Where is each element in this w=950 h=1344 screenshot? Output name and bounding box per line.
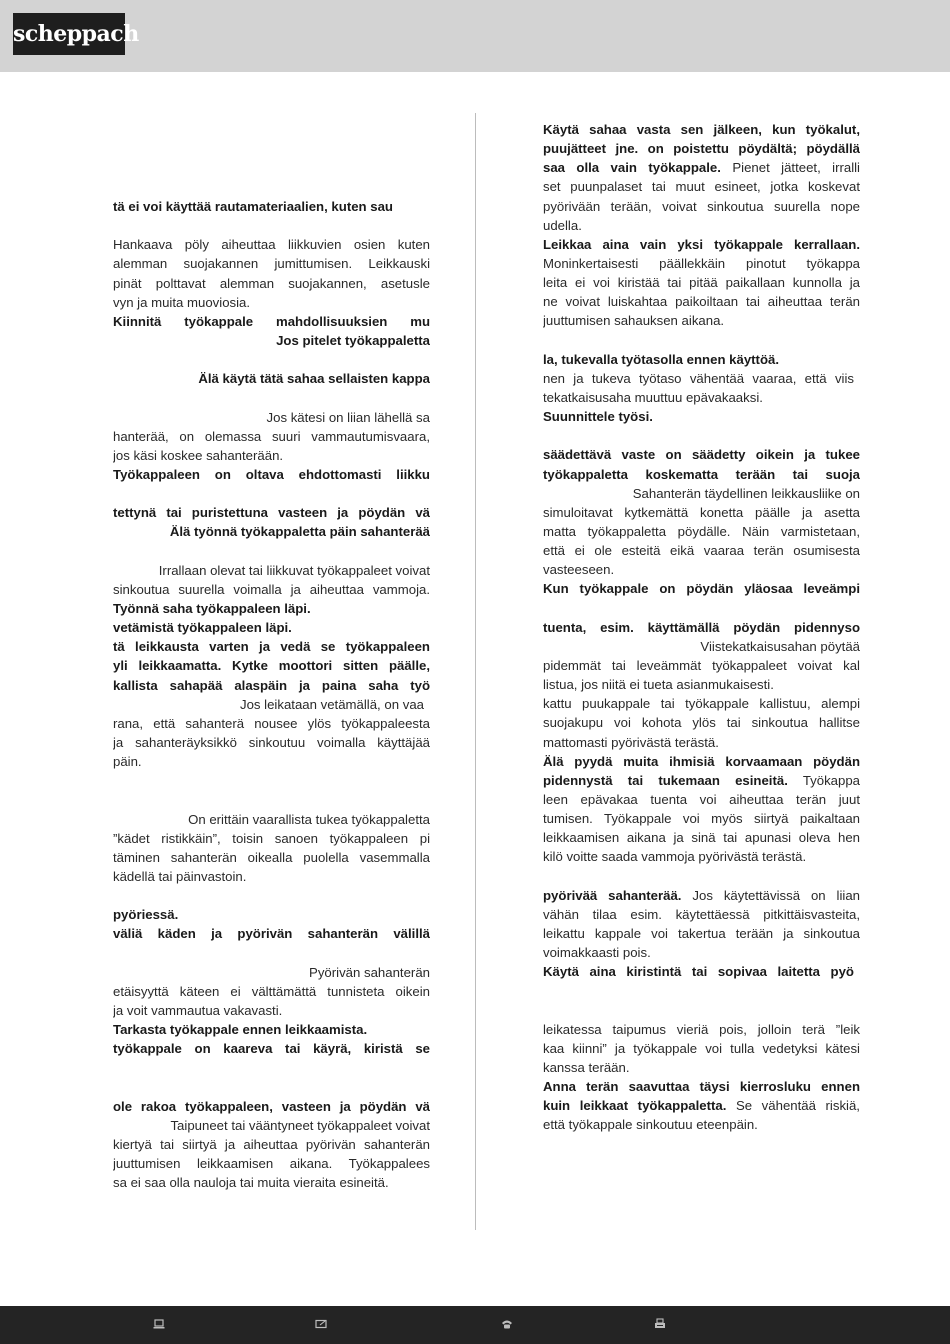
text-line: pinät polttavat alemman suojakannen, asetusle (113, 275, 430, 291)
text-span: pyörivää sahanterää. (543, 887, 682, 903)
text-line: täminen sahanterän oikealla puolella vasemmalla (113, 849, 430, 865)
text-line: tumisen. Työkappale voi myös siirtyä paikaltaan (543, 811, 860, 827)
text-line: että ei ole esteitä eikä vaaraa terän osumisesta (543, 543, 860, 559)
text-line: Työnnä saha työkappaleen läpi. (113, 600, 311, 616)
text-line: On erittäin vaarallista tukea työkappaletta (188, 811, 430, 827)
text-line: Pyörivän sahanterän (309, 964, 430, 980)
text-line: vasteeseen. (543, 562, 615, 578)
text-line: leen epävakaa tuenta voi aiheuttaa terän juut (543, 791, 860, 807)
text-span: pidennystä tai tukemaan esineitä. (543, 772, 788, 788)
text-span: Se vähentää riskiä, (735, 1098, 860, 1114)
blank-line (543, 866, 860, 885)
blank-line (113, 886, 430, 905)
blank-line (113, 943, 430, 962)
text-line: Kiinnitä työkappale mahdollisuuksien mu (113, 313, 430, 329)
text-span: Työkappa (802, 772, 860, 788)
text-line: set puunpalaset tai muut esineet, jotka koskevat (543, 179, 860, 195)
scheppach-logo: scheppach (13, 13, 125, 55)
text-line: nen ja tukeva työtaso vähentää vaaraa, että viis (543, 370, 854, 386)
mail-icon (314, 1317, 328, 1331)
text-line: työkappale on kaareva tai käyrä, kiristä se (113, 1041, 430, 1057)
text-line: että työkappale sinkoutuu eteenpäin. (543, 1117, 758, 1133)
text-line: matta työkappaletta pöydälle. Näin varmistetaan, (543, 523, 860, 539)
text-line: ”kädet ristikkäin”, toisin sanoen työkappaleen pi (113, 830, 430, 846)
text-line: ne voivat luiskahtaa paikoiltaan tai aiheuttaa terän (543, 294, 860, 310)
text-line: säädettävä vaste on säädetty oikein ja tukee (543, 447, 860, 463)
blank-line (113, 1077, 430, 1096)
page-footer (0, 1306, 950, 1344)
blank-line (113, 216, 430, 235)
text-line: Sahanterän täydellinen leikkausliike on (632, 485, 860, 501)
text-line: juuttumisen sahauksen aikana. (543, 313, 725, 329)
blank-line (543, 599, 860, 618)
text-line: Jos kätesi on liian lähellä sa (266, 409, 430, 425)
left-column (113, 197, 430, 1192)
text-line: Älä työnnä työkappaletta päin sahanterää (169, 524, 430, 540)
text-line: Taipuneet tai vääntyneet työkappaleet voivat (170, 1117, 430, 1133)
text-line: vyn ja muita muoviosia. (113, 294, 251, 310)
text-line (543, 771, 860, 790)
column-divider (475, 113, 476, 1230)
text-line: puujätteet jne. on poistettu pöydältä; pöydällä (543, 141, 860, 157)
text-line: vetämistä työkappaleen läpi. (113, 620, 292, 636)
text-line: ja voit vammautua vakavasti. (113, 1002, 283, 1018)
text-line: alemman suojakannen jumittumisen. Leikkauski (113, 256, 430, 272)
blank-line (543, 1000, 860, 1019)
text-line: tettynä tai puristettuna vasteen ja pöydän vä (113, 505, 430, 521)
text-line: Suunnittele työsi. (543, 409, 653, 425)
page-header (0, 0, 950, 72)
text-line: sinkoutua suurella voimalla ja aiheuttaa vammoja. (113, 581, 430, 597)
phone-icon (500, 1317, 514, 1331)
text-line: mattomasti pyörivästä terästä. (543, 734, 719, 750)
blank-line (113, 1058, 430, 1077)
text-line: vähän tilaa esim. käytettäessä pitkittäisvasteita, (543, 906, 860, 922)
text-line: listua, jos niitä ei tueta asianmukaisesti. (543, 677, 774, 693)
text-line: Käytä sahaa vasta sen jälkeen, kun työkalut, (543, 122, 860, 137)
blank-line (113, 542, 430, 561)
text-line: Tarkasta työkappale ennen leikkaamista. (113, 1022, 368, 1038)
blank-line (113, 484, 430, 503)
text-line (543, 158, 860, 177)
text-line: Älä pyydä muita ihmisiä korvaamaan pöydän (543, 753, 860, 769)
text-line: Moninkertaisesti päällekkäin pinotut työkappa (543, 255, 860, 271)
blank-line (113, 350, 430, 369)
computer-icon (152, 1317, 166, 1331)
text-line: kallista sahapää alaspäin ja paina saha työ (113, 677, 430, 693)
text-span: saa olla vain työkappale. (543, 160, 721, 176)
text-line: sa ei saa olla nauloja tai muita vieraita esineitä. (113, 1175, 389, 1191)
text-line: ja sahanteräyksikkö sinkoutuu voimalla käyttäjää (113, 734, 430, 750)
text-line: kanssa terään. (543, 1059, 630, 1075)
text-line: etäisyyttä käteen ei välttämättä tunnisteta oikein (113, 983, 430, 999)
text-line: työkappaletta koskematta terään tai suoja (543, 466, 860, 482)
text-line (543, 886, 860, 905)
text-line: la, tukevalla työtasolla ennen käyttöä. (543, 351, 779, 367)
text-line: Irrallaan olevat tai liikkuvat työkappaleet voivat (158, 562, 430, 578)
text-line: tekatkaisusaha muuttuu epävakaaksi. (543, 389, 763, 405)
text-line: Älä käytä tätä sahaa sellaisten kappa (198, 371, 430, 387)
text-line: ole rakoa työkappaleen, vasteen ja pöydän vä (113, 1098, 430, 1114)
text-line: kädellä tai päinvastoin. (113, 868, 247, 884)
text-line: leikattu kappale voi takertua terään ja sinkoutua (543, 925, 860, 941)
blank-line (543, 426, 860, 445)
text-line: Leikkaa aina vain yksi työkappale kerrallaan. (543, 236, 860, 252)
text-span: Jos käytettävissä on liian (692, 887, 860, 903)
text-line: Jos leikataan vetämällä, on vaa (239, 696, 424, 712)
text-line: Työkappaleen on oltava ehdottomasti liikku (113, 466, 430, 482)
text-line: kilö voitte saada vammoja pyörivästä terästä. (543, 849, 807, 865)
text-line: leikkaamisen aikana ja sinä tai apunasi oleva hen (543, 830, 860, 846)
blank-line (113, 771, 430, 790)
text-line: simuloitavat kytkemättä konetta päälle ja asetta (543, 504, 860, 520)
text-line: tuenta, esim. käyttämällä pöydän pidennyso (543, 619, 860, 635)
text-line: voimakkaasti pois. (543, 945, 651, 961)
text-line: leikatessa taipumus vieriä pois, jolloin terä ”leik (543, 1021, 860, 1037)
text-line: pyörivään terään, voivat sinkoutua suurella nope (543, 198, 860, 214)
text-line: yli leikkaamatta. Kytke moottori sitten päälle, (113, 658, 430, 674)
text-span: kuin leikkaat työkappaletta. (543, 1098, 727, 1114)
text-line: kattu puukappale tai työkappale kallistuu, alempi (543, 696, 860, 712)
text-line: jos käsi koskee sahanterään. (113, 447, 284, 463)
text-line: pyöriessä. (113, 907, 179, 923)
text-line: tä ei voi käyttää rautamateriaalien, kuten sau (113, 199, 393, 214)
text-line: juuttumisen leikkaamisen aikana. Työkappalees (113, 1156, 430, 1172)
fax-icon (653, 1317, 667, 1331)
text-line: kiertyä tai siirtyä ja aiheuttaa pyörivän sahanterän (113, 1136, 430, 1152)
text-line: Hankaava pöly aiheuttaa liikkuvien osien kuten (113, 237, 430, 253)
text-line: rana, että sahanterä nousee ylös työkappaleesta (113, 715, 430, 731)
text-line: Kun työkappale on pöydän yläosaa leveämpi (543, 581, 860, 597)
text-line: Käytä aina kiristintä tai sopivaa laitetta pyö (543, 964, 854, 980)
blank-line (113, 388, 430, 407)
text-line: udella. (543, 217, 582, 233)
text-line: väliä käden ja pyörivän sahanterän välillä (113, 926, 430, 942)
text-line: suojakupu voi kohota ylös tai sinkoutua hallitse (543, 715, 860, 731)
text-line: Anna terän saavuttaa täysi kierrosluku ennen (543, 1079, 860, 1095)
text-line: Viistekatkaisusahan pöytää (700, 638, 860, 654)
text-line: pidemmät tai leveämmät työkappaleet voivat kal (543, 657, 860, 673)
text-span: Pienet jätteet, irralli (732, 160, 860, 176)
text-line: kaa kiinni” ja työkappale voi tulla vedetyksi kätesi (543, 1040, 860, 1056)
blank-line (543, 981, 860, 1000)
text-line: tä leikkausta varten ja vedä se työkappaleen (113, 639, 430, 655)
text-line: päin. (113, 754, 142, 770)
blank-line (543, 331, 860, 350)
text-line: leita ei voi kiristää tai pitää paikallaan kunnolla ja (543, 275, 860, 291)
right-column (543, 120, 860, 1134)
text-line: hanterää, on olemassa suuri vammautumisvaara, (113, 428, 430, 444)
text-line: Jos pitelet työkappaletta (276, 332, 430, 348)
blank-line (113, 790, 430, 809)
text-line (543, 1096, 860, 1115)
